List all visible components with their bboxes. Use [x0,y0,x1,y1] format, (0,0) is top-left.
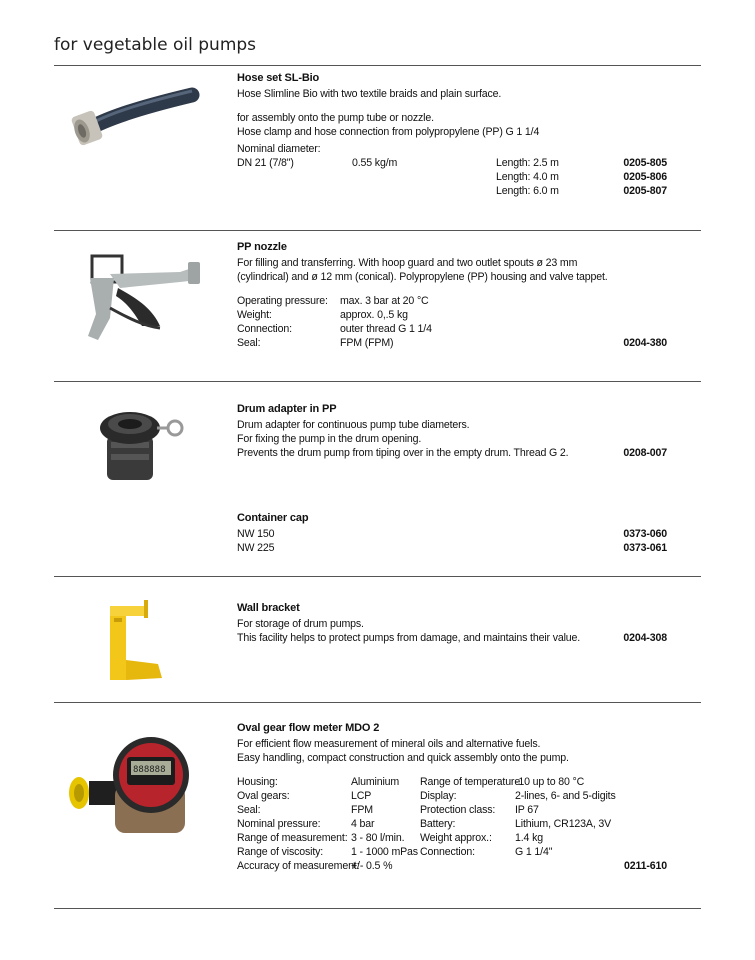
spec-value: 2-lines, 6- and 5-digits [515,790,616,802]
product-pp-nozzle [237,240,667,350]
spec-row [237,322,667,336]
length-value: Length: 6.0 m [496,185,559,197]
spec-value: FPM (FPM) [340,337,394,349]
spec-value: 4 bar [351,818,375,830]
product-drum-adapter [237,402,667,460]
article-number: 0205-805 [623,157,667,169]
spec-label: Housing: [237,776,278,788]
spec-label: Range of temperature: [420,776,523,788]
spec-label: Weight: [237,309,272,321]
product-description: For fixing the pump in the drum opening. [237,433,422,445]
article-number: 0205-806 [623,171,667,183]
spec-row [237,845,667,859]
article-number: 0205-807 [623,185,667,197]
length-value: Length: 4.0 m [496,171,559,183]
spec-label: Battery: [420,818,456,830]
spec-value: -10 up to 80 °C [515,776,585,788]
article-number: 0211-610 [624,860,667,872]
variant-row [237,527,667,541]
product-title: Drum adapter in PP [237,403,337,415]
spec-value: Aluminium [351,776,400,788]
article-number: 0373-060 [623,528,667,540]
divider [54,576,701,577]
nozzle-image [80,248,205,348]
spec-value: outer thread G 1 1/4 [340,323,432,335]
hose-image [70,85,200,155]
variant-row [237,170,667,184]
spec-value: Lithium, CR123A, 3V [515,818,612,830]
spec-row [237,789,667,803]
product-description: Hose Slimline Bio with two textile braids and plain surface. [237,88,502,100]
product-title: Hose set SL-Bio [237,72,320,84]
divider [54,702,701,703]
product-description: For storage of drum pumps. [237,618,364,630]
meter-display-digits: 888888 [133,765,166,775]
article-number: 0204-380 [623,337,667,349]
product-description: Prevents the drum pump from tiping over in the empty drum. Thread G 2. [237,447,569,459]
spec-label: Range of measurement: [237,832,348,844]
spec-value: G 1 1/4" [515,846,553,858]
spec-value: +/- 0.5 % [351,860,393,872]
spec-value: max. 3 bar at 20 °C [340,295,429,307]
divider [54,908,701,909]
spec-label: Display: [420,790,457,802]
spec-row [237,817,667,831]
divider [54,381,701,382]
page-title: for vegetable oil pumps [54,35,257,55]
spec-value: IP 67 [515,804,539,816]
product-description: For efficient flow measurement of mineral oils and alternative fuels. [237,738,541,750]
spec-label: Nominal pressure: [237,818,321,830]
spec-row [237,803,667,817]
article-number: 0204-308 [623,632,667,644]
variant-row [237,541,667,555]
spec-label: Accuracy of measurement: [237,860,360,872]
product-description: Easy handling, compact construction and quick assembly onto the pump. [237,752,569,764]
product-description: Hose clamp and hose connection from polypropylene (PP) G 1 1/4 [237,126,540,138]
product-description: for assembly onto the pump tube or nozzle. [237,112,434,124]
spec-row [237,859,667,873]
spec-row [237,831,667,845]
variant-row [237,156,667,170]
product-title: Oval gear flow meter MDO 2 [237,722,380,734]
spec-value: 3 - 80 l/min. [351,832,405,844]
spec-value: FPM [351,804,373,816]
spec-row [237,336,667,350]
nominal-diameter-value: DN 21 (7/8") [237,157,294,169]
flow-meter-image [65,735,195,845]
spec-row [237,294,667,308]
length-value: Length: 2.5 m [496,157,559,169]
divider [54,65,701,66]
spec-value: 1 - 1000 mPas [351,846,418,858]
spec-label: Seal: [237,337,261,349]
product-flow-meter [237,721,667,873]
spec-row [237,308,667,322]
product-hose-set [237,71,667,198]
product-title: Container cap [237,512,309,524]
product-description: Drum adapter for continuous pump tube diameters. [237,419,470,431]
product-wall-bracket [237,601,667,645]
product-description: This facility helps to protect pumps from damage, and maintains their value. [237,632,581,644]
spec-row [237,775,667,789]
product-title: Wall bracket [237,602,300,614]
product-description-row [237,631,667,645]
spec-label: Weight approx.: [420,832,492,844]
spec-label: Oval gears: [237,790,290,802]
product-description: (cylindrical) and ø 12 mm (conical). Polypropylene (PP) housing and valve tappet. [237,271,608,283]
product-container-cap [237,511,667,555]
spec-value: 1.4 kg [515,832,543,844]
drum-adapter-image [95,398,185,488]
spec-label: Protection class: [420,804,496,816]
weight-value: 0.55 kg/m [352,157,398,169]
spec-label: Range of viscosity: [237,846,324,858]
spec-label: Connection: [420,846,475,858]
product-description-row [237,446,667,460]
variant-label: NW 150 [237,528,275,540]
divider [54,230,701,231]
article-number: 0373-061 [623,542,667,554]
spec-label: Connection: [237,323,292,335]
wall-bracket-image [100,598,170,688]
product-description: For filling and transferring. With hoop guard and two outlet spouts ø 23 mm [237,257,578,269]
variant-row [237,184,667,198]
spec-label: Operating pressure: [237,295,328,307]
spec-label: Seal: [237,804,261,816]
product-title: PP nozzle [237,241,287,253]
article-number: 0208-007 [623,447,667,459]
spec-value: LCP [351,790,372,802]
spec-label: Nominal diameter: [237,143,321,155]
variant-label: NW 225 [237,542,275,554]
spec-value: approx. 0,.5 kg [340,309,408,321]
